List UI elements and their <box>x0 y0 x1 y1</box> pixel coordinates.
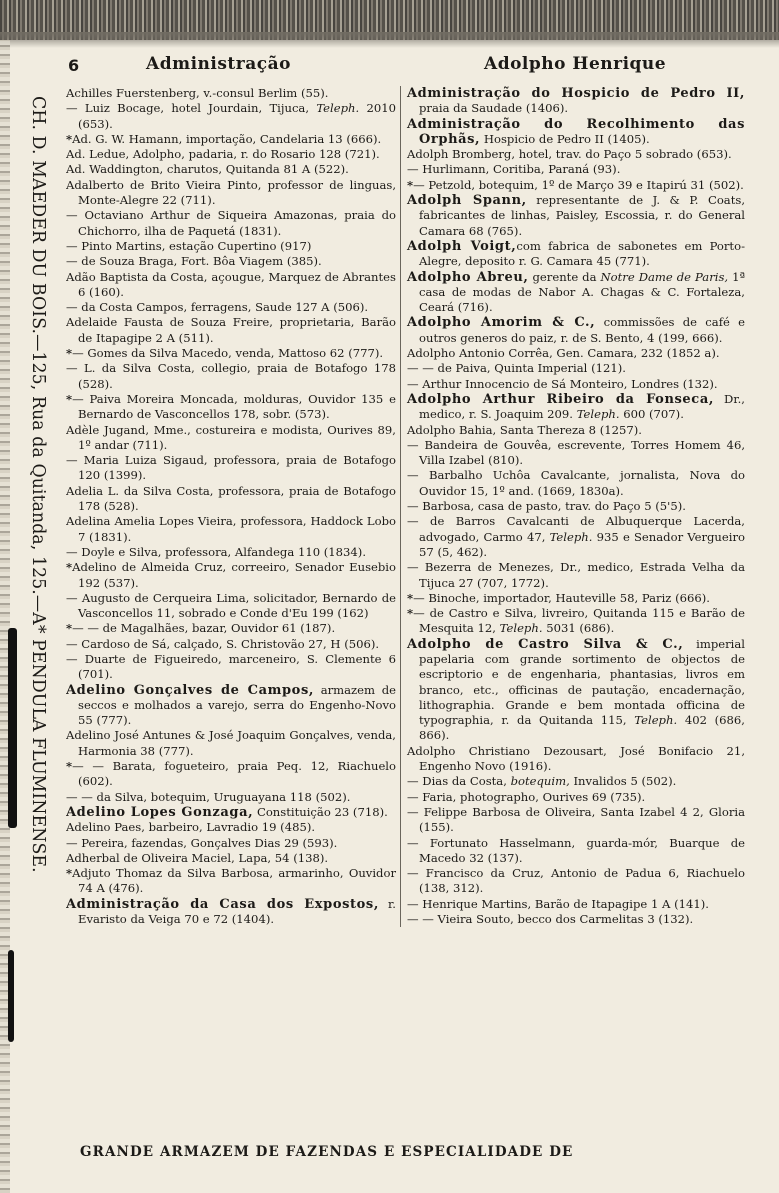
directory-entry <box>407 239 745 270</box>
directory-entry <box>66 728 396 759</box>
header-left-title: Administração <box>146 54 291 74</box>
entry-text: — Luiz Bocage, hotel Jourdain, Tijuca, <box>66 101 317 116</box>
directory-entry <box>407 514 745 560</box>
entry-text: — Bezerra de Menezes, Dr., medico, Estrada Velha da Tijuca 27 (707, 1772). <box>407 560 745 590</box>
entry-text-rest: 402 (686, 866). <box>419 713 745 743</box>
entry-italic: Teleph. <box>634 713 678 728</box>
directory-entry <box>66 514 396 545</box>
directory-entry <box>66 392 396 423</box>
directory-entry <box>407 361 745 376</box>
entry-text: — Petzold, botequim, 1º de Março 39 e Itapirú 31 (502). <box>413 177 744 192</box>
entry-marker: * <box>66 391 73 406</box>
entry-text: Adalberto de Brito Vieira Pinto, professor de linguas, Monte-Alegre 22 (711). <box>66 177 396 208</box>
entry-text: Adolpho Antonio Corrêa, Gen. Camara, 232 (1852 a). <box>407 346 720 361</box>
directory-entry <box>407 193 745 239</box>
directory-entry <box>407 836 745 867</box>
directory-entry <box>407 912 745 927</box>
directory-entry <box>407 377 745 392</box>
entry-text: Adolpho Bahia, Santa Thereza 8 (1257). <box>407 422 642 437</box>
entry-text: — Dias da Costa, <box>407 774 511 789</box>
directory-entry <box>66 453 396 484</box>
entry-marker: * <box>66 560 73 575</box>
page-top-edge <box>0 0 779 40</box>
entry-text: imperial papelaria com grande sortimento de objectos de escriptorio e de engenharia, phantasias, livros em branco, etc., officinas de pautação, encadernação, lithographia. Grande e bem montada officina de typographia, r. da Quitanda 115, <box>419 636 745 728</box>
entry-text: Adelaide Fausta de Souza Freire, proprietaria, Barão de Itapagipe 2 A (511). <box>66 315 396 345</box>
directory-entry <box>66 484 396 515</box>
entry-text: Adelino Paes, barbeiro, Lavradio 19 (485). <box>66 820 316 835</box>
entry-text: Adelino de Almeida Cruz, correeiro, Senador Eusebio 192 (537). <box>72 560 396 590</box>
entry-text: Adolpho Christiano Dezousart, José Bonifacio 21, Engenho Novo (1916). <box>407 743 745 774</box>
entry-text: com fabrica de sabonetes em Porto-Alegre, deposito r. G. Camara 45 (771). <box>419 238 745 269</box>
entry-text: representante de J. & P. Coats, fabricantes de linhas, Paisley, Escossia, r. do General Camara 68 (765). <box>419 193 745 238</box>
directory-entry <box>407 117 745 148</box>
entry-text: — da Costa Campos, ferragens, Saude 127 A (506). <box>66 300 369 315</box>
entry-marker: * <box>407 606 414 621</box>
directory-entry <box>407 162 745 177</box>
entry-text: — — Vieira Souto, becco dos Carmelitas 3 (132). <box>407 912 694 927</box>
directory-entry <box>66 147 396 162</box>
directory-entry <box>407 147 745 162</box>
entry-text: — Henrique Martins, Barão de Itapagipe 1 A (141). <box>407 896 709 911</box>
entry-text: Adelina Amelia Lopes Vieira, professora, Haddock Lobo 7 (1831). <box>66 514 396 544</box>
left-column <box>66 86 396 927</box>
page-number: 6 <box>68 56 80 75</box>
binding-mark <box>8 950 14 1042</box>
entry-text: Adolph Bromberg, hotel, trav. do Paço 5 sobrado (653). <box>407 147 732 162</box>
vertical-advertisement-text: CH. D. MAEDER DU BOIS.—125, Rua da Quitanda, 125.—A* PENDULA FLUMINENSE. <box>28 96 48 873</box>
entry-text: — Hurlimann, Coritiba, Paraná (93). <box>407 162 621 177</box>
entry-italic: Teleph. <box>549 529 593 544</box>
entry-name: Administração da Casa dos Expostos, <box>66 896 379 912</box>
entry-text: — L. da Silva Costa, collegio, praia de Botafogo 178 (528). <box>66 361 396 391</box>
entry-marker: * <box>66 346 73 361</box>
entry-text: — Binoche, importador, Hauteville 58, Pariz (666). <box>413 590 710 605</box>
directory-entry <box>66 621 396 636</box>
header-right-title: Adolpho Henrique <box>484 54 667 74</box>
entry-name: Adolpho Arthur Ribeiro da Fonseca, <box>407 391 714 407</box>
directory-entry <box>66 315 396 346</box>
entry-name: Adolph Voigt, <box>407 238 517 254</box>
entry-text-rest: 935 e Senador Vergueiro 57 (5, 462). <box>419 529 745 559</box>
entry-text: — de Souza Braga, Fort. Bôa Viagem (385). <box>66 254 322 269</box>
vertical-advertisement <box>18 96 64 1036</box>
directory-entry <box>66 836 396 851</box>
directory-entry <box>407 468 745 499</box>
entry-text: — Fortunato Hasselmann, guarda-mór, Buarque de Macedo 32 (137). <box>407 835 745 865</box>
entry-name: Administração do Recolhimento das Orphãs, <box>407 116 745 147</box>
entry-text: Adèle Jugand, Mme., costureira e modista, Ourives 89, 1º andar (711). <box>66 422 396 452</box>
entry-text-rest: 600 (707). <box>619 407 684 422</box>
entry-text: — Arthur Innocencio de Sá Monteiro, Londres (132). <box>407 376 718 391</box>
entry-text-rest: 5031 (686). <box>542 621 615 636</box>
directory-entry <box>66 208 396 239</box>
entry-text: Ad. Waddington, charutos, Quitanda 81 A (522). <box>66 162 349 177</box>
directory-entry <box>66 101 396 132</box>
directory-entry <box>66 591 396 622</box>
directory-entry <box>407 346 745 361</box>
entry-marker: * <box>66 131 73 146</box>
directory-entry <box>66 254 396 269</box>
directory-entry <box>66 805 396 820</box>
entry-name: Adelino Gonçalves de Campos, <box>66 682 314 698</box>
directory-entry <box>66 637 396 652</box>
directory-entry <box>407 606 745 637</box>
entry-text: — Faria, photographo, Ourives 69 (735). <box>407 789 646 804</box>
directory-entry <box>66 652 396 683</box>
running-header <box>56 52 736 82</box>
directory-entry <box>66 560 396 591</box>
directory-entry <box>66 300 396 315</box>
binding-mark <box>8 628 17 828</box>
entry-text: — Gomes da Silva Macedo, venda, Mattoso 62 (777). <box>72 346 384 361</box>
directory-entry <box>407 805 745 836</box>
entry-text: — — de Paiva, Quinta Imperial (121). <box>407 361 626 376</box>
directory-entry <box>407 270 745 316</box>
entry-text: — — Barata, fogueteiro, praia Peq. 12, Riachuelo (602). <box>72 759 396 789</box>
directory-entry <box>66 270 396 301</box>
entry-text: — Cardoso de Sá, calçado, S. Christovão 27, H (506). <box>66 636 380 651</box>
directory-entry <box>407 178 745 193</box>
directory-entry <box>66 851 396 866</box>
entry-text: — Paiva Moreira Moncada, molduras, Ouvidor 135 e Bernardo de Vasconcellos 178, sobr. (573). <box>72 391 396 422</box>
directory-entry <box>407 637 745 744</box>
entry-text: — Pereira, fazendas, Gonçalves Dias 29 (593). <box>66 835 338 850</box>
directory-entry <box>407 392 745 423</box>
directory-entry <box>66 239 396 254</box>
directory-entry <box>66 86 396 101</box>
entry-text: — Augusto de Cerqueira Lima, solicitador, Bernardo de Vasconcellos 11, sobrado e Conde d'Eu 199 (162) <box>66 590 396 621</box>
entry-text: Dr., medico, r. S. Joaquim 209. <box>419 391 745 422</box>
entry-text: Adelino José Antunes & José Joaquim Gonçalves, venda, Harmonia 38 (777). <box>66 728 396 758</box>
entry-name: Adolpho de Castro Silva & C., <box>407 636 684 652</box>
entry-name: Adelino Lopes Gonzaga, <box>66 804 254 820</box>
entry-marker: * <box>66 759 73 774</box>
directory-entry <box>407 897 745 912</box>
entry-marker: * <box>407 590 414 605</box>
entry-text: — — de Magalhães, bazar, Ouvidor 61 (187). <box>72 621 336 636</box>
directory-entry <box>66 683 396 729</box>
directory-entry <box>407 423 745 438</box>
directory-entry <box>407 774 745 789</box>
entry-italic: botequim, <box>510 774 570 789</box>
right-column <box>400 86 745 927</box>
entry-text: Adherbal de Oliveira Maciel, Lapa, 54 (138). <box>66 850 329 865</box>
directory-entry <box>407 560 745 591</box>
entry-text: — Barbosa, casa de pasto, trav. do Paço 5 (5'5). <box>407 499 686 514</box>
entry-text: — Bandeira de Gouvêa, escrevente, Torres Homem 46, Villa Izabel (810). <box>407 437 745 468</box>
directory-entry <box>66 866 396 897</box>
directory-entry <box>407 86 745 117</box>
entry-italic: Teleph. <box>316 101 360 116</box>
directory-entry <box>407 744 745 775</box>
directory-entry <box>407 866 745 897</box>
directory-entry <box>407 438 745 469</box>
entry-text-rest: 2010 (653). <box>78 101 396 131</box>
directory-entry <box>407 591 745 606</box>
entry-italic: Notre Dame de Paris, <box>600 269 729 284</box>
directory-entry <box>407 499 745 514</box>
entry-text: gerente da <box>528 269 601 284</box>
directory-entry <box>66 132 396 147</box>
entry-text: praia da Saudade (1406). <box>419 101 569 116</box>
entry-text: Adjuto Thomaz da Silva Barbosa, armarinho, Ouvidor 74 A (476). <box>72 866 396 896</box>
directory-entry <box>66 162 396 177</box>
entry-text: — de Barros Cavalcanti de Albuquerque Lacerda, advogado, Carmo 47, <box>407 514 745 544</box>
entry-text: Adão Baptista da Costa, açougue, Marquez de Abrantes 6 (160). <box>66 269 396 299</box>
directory-entry <box>66 346 396 361</box>
directory-entry <box>66 545 396 560</box>
entry-text: Adelia L. da Silva Costa, professora, praia de Botafogo 178 (528). <box>66 483 396 514</box>
entry-text-rest: Invalidos 5 (502). <box>569 774 677 789</box>
entry-text: armazem de seccos e molhados a varejo, serra do Engenho-Novo 55 (777). <box>78 682 396 728</box>
directory-entry <box>407 315 745 346</box>
entry-name: Adolpho Amorim & C., <box>407 315 596 331</box>
directory-entry <box>66 178 396 209</box>
entry-italic: Teleph. <box>576 407 620 422</box>
entry-text: — Felippe Barbosa de Oliveira, Santa Izabel 4 2, Gloria (155). <box>407 804 745 835</box>
entry-name: Adolpho Abreu, <box>407 269 529 285</box>
entry-text: Constituição 23 (718). <box>253 804 388 819</box>
entry-text: Ad. Ledue, Adolpho, padaria, r. do Rosario 128 (721). <box>66 147 380 162</box>
entry-text: r. Evaristo da Veiga 70 e 72 (1404). <box>78 896 396 927</box>
entry-text: — Pinto Martins, estação Cupertino (917) <box>66 238 312 253</box>
entry-text: — de Castro e Silva, livreiro, Quitanda 115 e Barão de Mesquita 12, <box>413 606 745 636</box>
entry-text: Achilles Fuerstenberg, v.-consul Berlim (55). <box>66 86 329 100</box>
directory-entry <box>66 759 396 790</box>
entry-name: Administração do Hospicio de Pedro II, <box>407 86 745 101</box>
entry-text: Hospicio de Pedro II (1405). <box>480 131 650 146</box>
entry-text: — — da Silva, botequim, Uruguayana 118 (502). <box>66 789 351 804</box>
entry-text: — Francisco da Cruz, Antonio de Padua 6, Riachuelo (138, 312). <box>407 866 745 896</box>
entry-marker: * <box>407 177 414 192</box>
entry-marker: * <box>66 866 73 881</box>
entry-text: Ad. G. W. Hamann, importação, Candelaria 13 (666). <box>72 131 382 146</box>
directory-entry <box>66 897 396 928</box>
entry-text: — Doyle e Silva, professora, Alfandega 110 (1834). <box>66 544 366 559</box>
directory-entry <box>407 790 745 805</box>
entry-text: — Barbalho Uchôa Cavalcante, jornalista, Nova do Ouvidor 15, 1º and. (1669, 1830a). <box>407 468 745 498</box>
entry-italic: Teleph. <box>499 621 543 636</box>
directory-entry <box>66 423 396 454</box>
entry-name: Adolph Spann, <box>407 193 527 209</box>
directory-entry <box>66 361 396 392</box>
entry-text: — Duarte de Figueiredo, marceneiro, S. Clemente 6 (701). <box>66 651 396 682</box>
entry-marker: * <box>66 621 73 636</box>
directory-entry <box>66 820 396 835</box>
entry-text: — Octaviano Arthur de Siqueira Amazonas, praia do Chichorro, ilha de Paquetá (1831). <box>66 208 396 238</box>
entry-text-rest: 1ª casa de modas de Nabor A. Chagas & C. Fortaleza, Ceará (716). <box>419 269 745 315</box>
entry-text: — Maria Luiza Sigaud, professora, praia de Botafogo 120 (1399). <box>66 453 396 483</box>
directory-entry <box>66 790 396 805</box>
footer-advertisement: GRANDE ARMAZEM DE FAZENDAS E ESPECIALIDADE DE <box>80 1144 574 1160</box>
entry-text: commissões de café e outros generos do paiz, r. de S. Bento, 4 (199, 666). <box>419 315 745 345</box>
